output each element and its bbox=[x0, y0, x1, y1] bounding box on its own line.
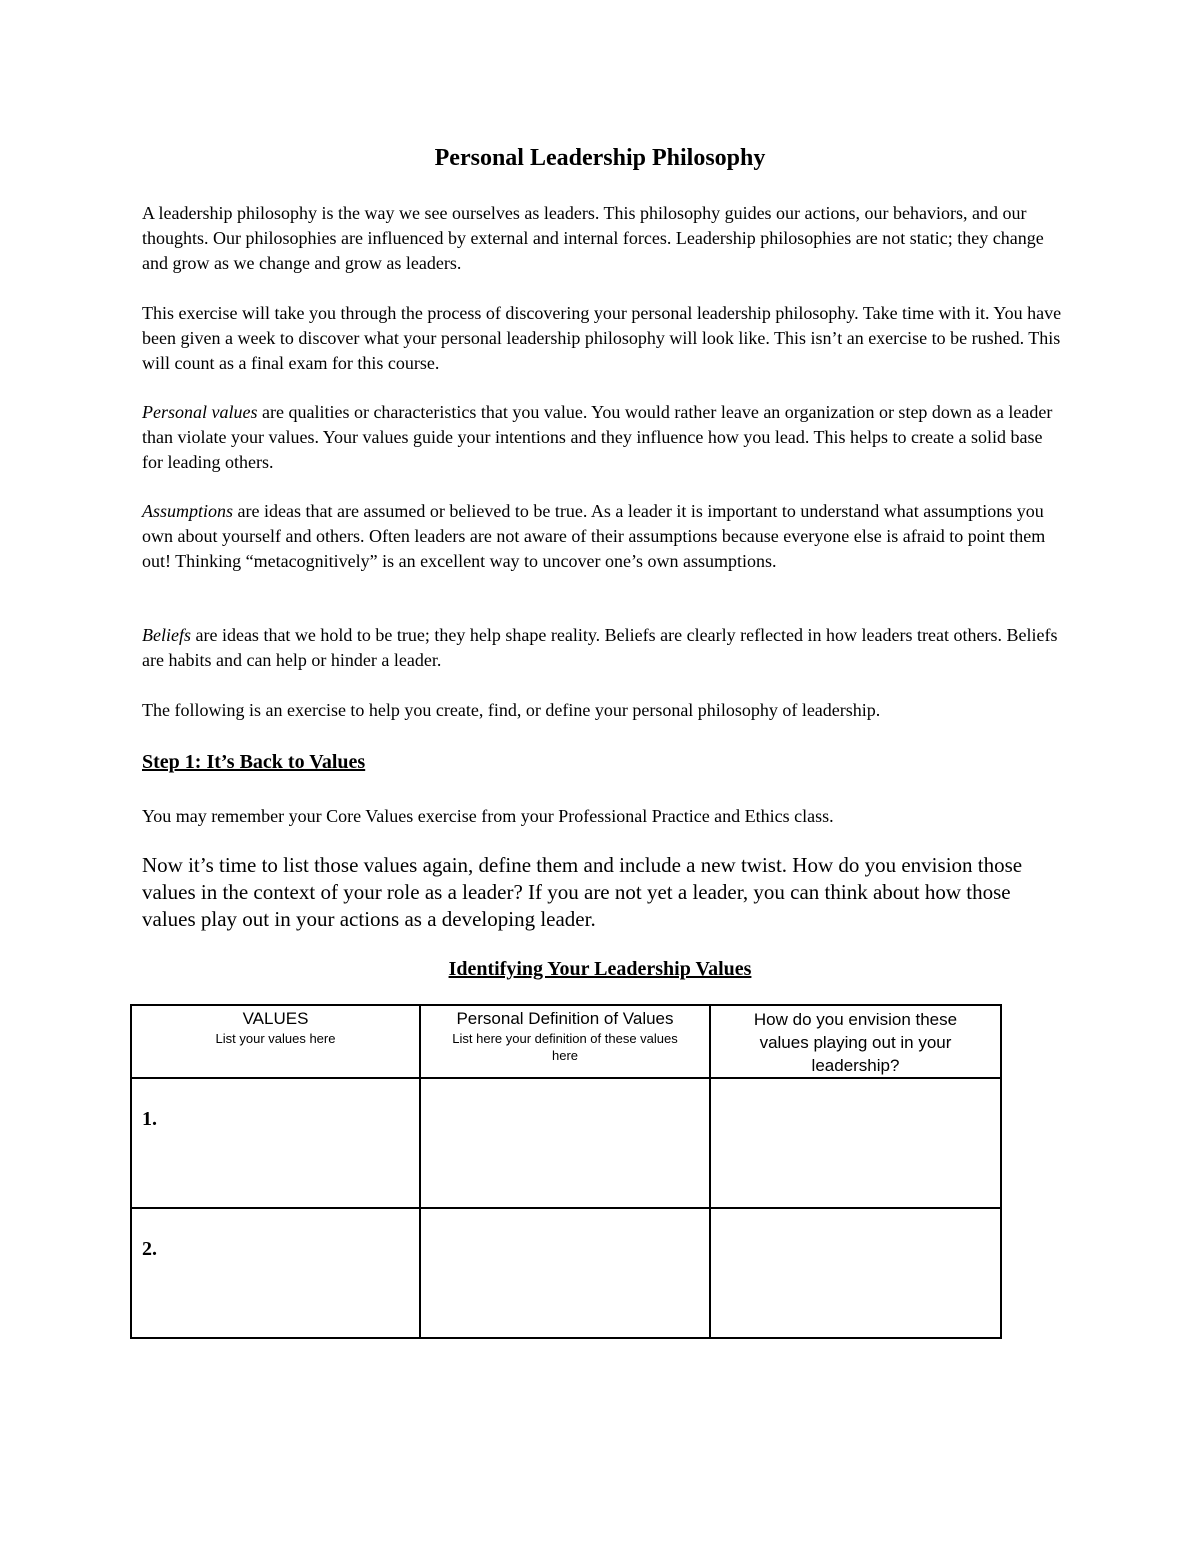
table-title: Identifying Your Leadership Values bbox=[448, 958, 752, 980]
values-header-label: VALUES bbox=[242, 1009, 309, 1028]
step1-instructions-paragraph: Now it’s time to list those values again, define them and include a new twist. How do you envision those values in the context of your role as a leader? If you are not yet a leader, you can think about how those values play out in your actions as a developing leader. bbox=[142, 853, 1023, 931]
values-column-header bbox=[131, 1005, 420, 1078]
assumptions-text: are ideas that are assumed or believed to be true. As a leader it is important to understand what assumptions you own about yourself and others. Often leaders are not aware of their assumptions because everyone else is afraid to point them out! Thinking “metacognitively” is an excellent way to uncover one’s own assumptions. bbox=[142, 501, 1046, 571]
envision-column-header bbox=[710, 1005, 1001, 1078]
beliefs-paragraph bbox=[142, 623, 1062, 673]
beliefs-text: are ideas that we hold to be true; they help shape reality. Beliefs are clearly reflected in how leaders treat others. Beliefs are habits and can help or hinder a leader. bbox=[142, 625, 1058, 670]
personal-values-text: are qualities or characteristics that you value. You would rather leave an organization or step down as a leader than violate your values. Your values guide your intentions and they influence how you lead. This helps to create a solid base for leading others. bbox=[142, 402, 1053, 472]
step1-heading: Step 1: It’s Back to Values bbox=[142, 751, 366, 773]
assumptions-paragraph bbox=[142, 499, 1062, 573]
value-cell[interactable] bbox=[131, 1208, 420, 1338]
table-row bbox=[131, 1078, 1001, 1208]
following-paragraph: The following is an exercise to help you create, find, or define your personal philosophy of leadership. bbox=[142, 700, 881, 720]
page-title: Personal Leadership Philosophy bbox=[434, 145, 766, 171]
definition-cell[interactable] bbox=[420, 1208, 710, 1338]
definition-header-label: Personal Definition of Values bbox=[456, 1009, 674, 1028]
step1-remember-paragraph: You may remember your Core Values exercise from your Professional Practice and Ethics class. bbox=[142, 806, 834, 826]
beliefs-term: Beliefs bbox=[142, 625, 191, 645]
envision-cell[interactable] bbox=[710, 1208, 1001, 1338]
personal-values-term: Personal values bbox=[142, 402, 258, 422]
envision-cell[interactable] bbox=[710, 1078, 1001, 1208]
assumptions-term: Assumptions bbox=[142, 501, 234, 521]
definition-cell[interactable] bbox=[420, 1078, 710, 1208]
intro-paragraph: A leadership philosophy is the way we see ourselves as leaders. This philosophy guides our actions, our behaviors, and our thoughts. Our philosophies are influenced by external and internal forces. Leadership philosophies are not static; they change and grow as we change and grow as leaders. bbox=[142, 203, 1044, 273]
values-header-sublabel: List your values here bbox=[215, 1031, 336, 1046]
exercise-intro-paragraph: This exercise will take you through the process of discovering your personal leadership philosophy. Take time with it. You have been given a week to discover what your personal leadership philosophy will look like. This isn’t an exercise to be rushed. This will count as a final exam for this course. bbox=[142, 303, 1062, 373]
value-cell[interactable] bbox=[131, 1078, 420, 1208]
definition-header-sublabel: List here your definition of these values here bbox=[452, 1031, 678, 1063]
table-header-row bbox=[131, 1005, 1001, 1078]
row-number: 2. bbox=[142, 1238, 157, 1260]
personal-values-paragraph bbox=[142, 400, 1062, 474]
definition-column-header bbox=[420, 1005, 710, 1078]
row-number: 1. bbox=[142, 1108, 157, 1130]
envision-header-label: How do you envision these values playing out in your leadership? bbox=[753, 1010, 958, 1075]
leadership-values-table bbox=[130, 1004, 1002, 1339]
table-row bbox=[131, 1208, 1001, 1338]
